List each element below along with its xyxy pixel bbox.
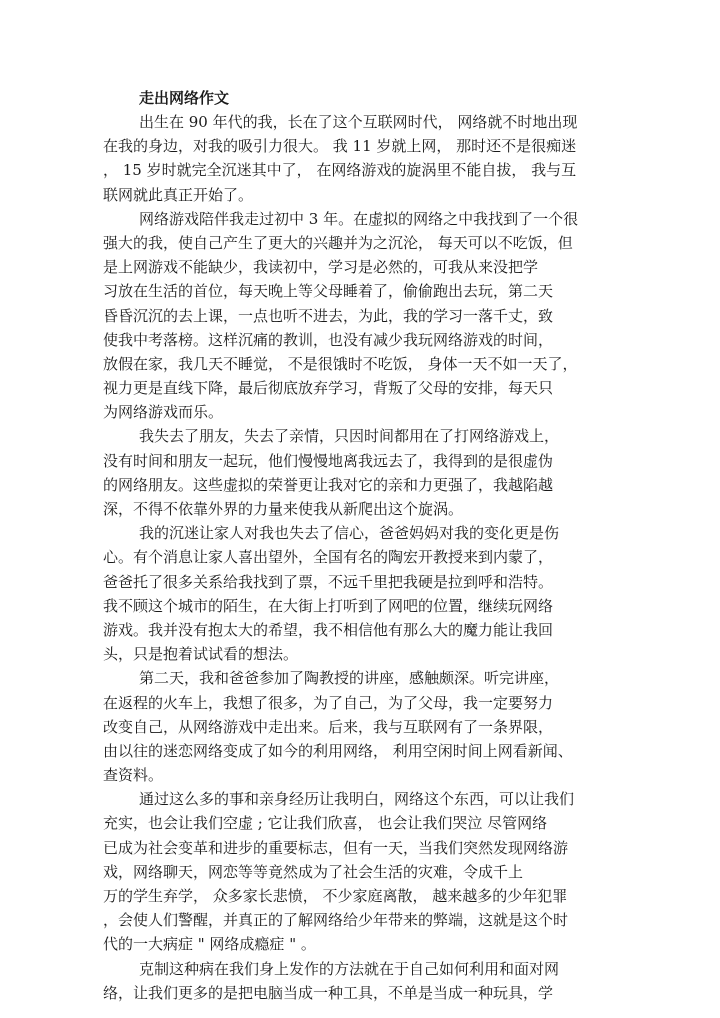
text-line: ，会使人们警醒，并真正的了解网络给少年带来的弊端，这就是这个时 xyxy=(103,911,569,930)
text-line: 我失去了朋友，失去了亲情，只因时间都用在了打网络游戏上， xyxy=(139,427,560,446)
text-line: 戏，网络聊天，网恋等等竟然成为了社会生活的灾难，令成千上 xyxy=(103,862,524,881)
text-line: ， 15 岁时就完全沉迷其中了， 在网络游戏的旋涡里不能自拔， 我与互 xyxy=(103,161,577,180)
text-line: 没有时间和朋友一起玩，他们慢慢地离我远去了，我得到的是很虚伪 xyxy=(103,451,554,470)
text-line: 克制这种病在我们身上发作的方法就在于自己如何利用和面对网 xyxy=(139,959,560,978)
paragraph xyxy=(103,110,615,207)
text-line: 代的一大病症 " 网络成瘾症 " 。 xyxy=(103,935,316,954)
document-title: 走出网络作文 xyxy=(139,89,230,107)
text-line: 深，不得不依靠外界的力量来使我从新爬出这个旋涡。 xyxy=(103,500,464,518)
text-line: 昏昏沉沉的去上课，一点也听不进去，为此，我的学习一落千丈，致 xyxy=(103,306,554,325)
paragraph xyxy=(103,787,615,956)
text-line: 络，让我们更多的是把电脑当成一种工具，不单是当成一种玩具，学 xyxy=(103,983,554,1002)
text-line: 习放在生活的首位，每天晚上等父母睡着了，偷偷跑出去玩，第二天 xyxy=(103,282,554,301)
text-line: 万的学生弃学， 众多家长悲愤， 不少家庭离散， 越来越多的少年犯罪 xyxy=(103,887,568,905)
paragraph xyxy=(103,957,615,1005)
text-line: 强大的我，使自己产生了更大的兴趣并为之沉沦， 每天可以不吃饭，但 xyxy=(103,233,573,252)
text-line: 联网就此真正开始了。 xyxy=(103,185,254,204)
text-line: 心。有个消息让家人喜出望外，全国有名的陶宏开教授来到内蒙了， xyxy=(103,548,554,567)
text-line: 放假在家，我几天不睡觉， 不是很饿时不吃饭， 身体一天不如一天了， xyxy=(103,354,578,373)
text-line: 的网络朋友。这些虚拟的荣誉更让我对它的亲和力更强了，我越陷越 xyxy=(103,475,554,494)
document-body xyxy=(103,110,615,1005)
text-line: 查资料。 xyxy=(103,766,164,785)
text-line: 我的沉迷让家人对我也失去了信心，爸爸妈妈对我的变化更是伤 xyxy=(139,524,560,543)
text-line: 网络游戏陪伴我走过初中 3 年。在虚拟的网络之中我找到了一个很 xyxy=(139,209,579,228)
text-line: 爸爸托了很多关系给我找到了票，不远千里把我硬是拉到呼和浩特。 xyxy=(103,572,554,591)
text-line: 在我的身边，对我的吸引力很大。 我 11 岁就上网， 那时还不是很痴迷 xyxy=(103,137,577,156)
text-line: 头，只是抱着试试看的想法。 xyxy=(103,645,299,664)
text-line: 通过这么多的事和亲身经历让我明白，网络这个东西，可以让我们 xyxy=(139,790,575,809)
paragraph xyxy=(103,207,615,425)
document-page xyxy=(103,86,615,1005)
text-line: 为网络游戏而乐。 xyxy=(103,403,224,422)
text-line: 使我中考落榜。这样沉痛的教训，也没有减少我玩网络游戏的时间， xyxy=(103,330,554,349)
text-line: 由以往的迷恋网络变成了如今的利用网络， 利用空闲时间上网看新闻、 xyxy=(103,741,573,760)
text-line: 游戏。我并没有抱太大的希望，我不相信他有那么大的魔力能让我回 xyxy=(103,620,554,639)
text-line: 是上网游戏不能缺少，我读初中，学习是必然的，可我从来没把学 xyxy=(103,258,539,277)
text-line: 改变自己，从网络游戏中走出来。后来，我与互联网有了一条界限， xyxy=(103,717,554,736)
text-line: 我不顾这个城市的陌生，在大街上打听到了网吧的位置，继续玩网络 xyxy=(103,596,554,615)
paragraph xyxy=(103,424,615,521)
text-line: 出生在 90 年代的我，长在了这个互联网时代， 网络就不时地出现 xyxy=(139,113,578,131)
text-line: 已成为社会变革和进步的重要标志，但有一天，当我们突然发现网络游 xyxy=(103,838,569,857)
text-line: 充实，也会让我们空虚 ; 它让我们欣喜， 也会让我们哭泣 尽管网络 xyxy=(103,814,548,833)
text-line: 视力更是直线下降，最后彻底放弃学习，背叛了父母的安排，每天只 xyxy=(103,379,554,398)
text-line: 第二天，我和爸爸参加了陶教授的讲座，感触颇深。听完讲座， xyxy=(139,669,560,688)
paragraph xyxy=(103,521,615,666)
paragraph xyxy=(103,666,615,787)
text-line: 在返程的火车上，我想了很多，为了自己，为了父母，我一定要努力 xyxy=(103,693,554,712)
